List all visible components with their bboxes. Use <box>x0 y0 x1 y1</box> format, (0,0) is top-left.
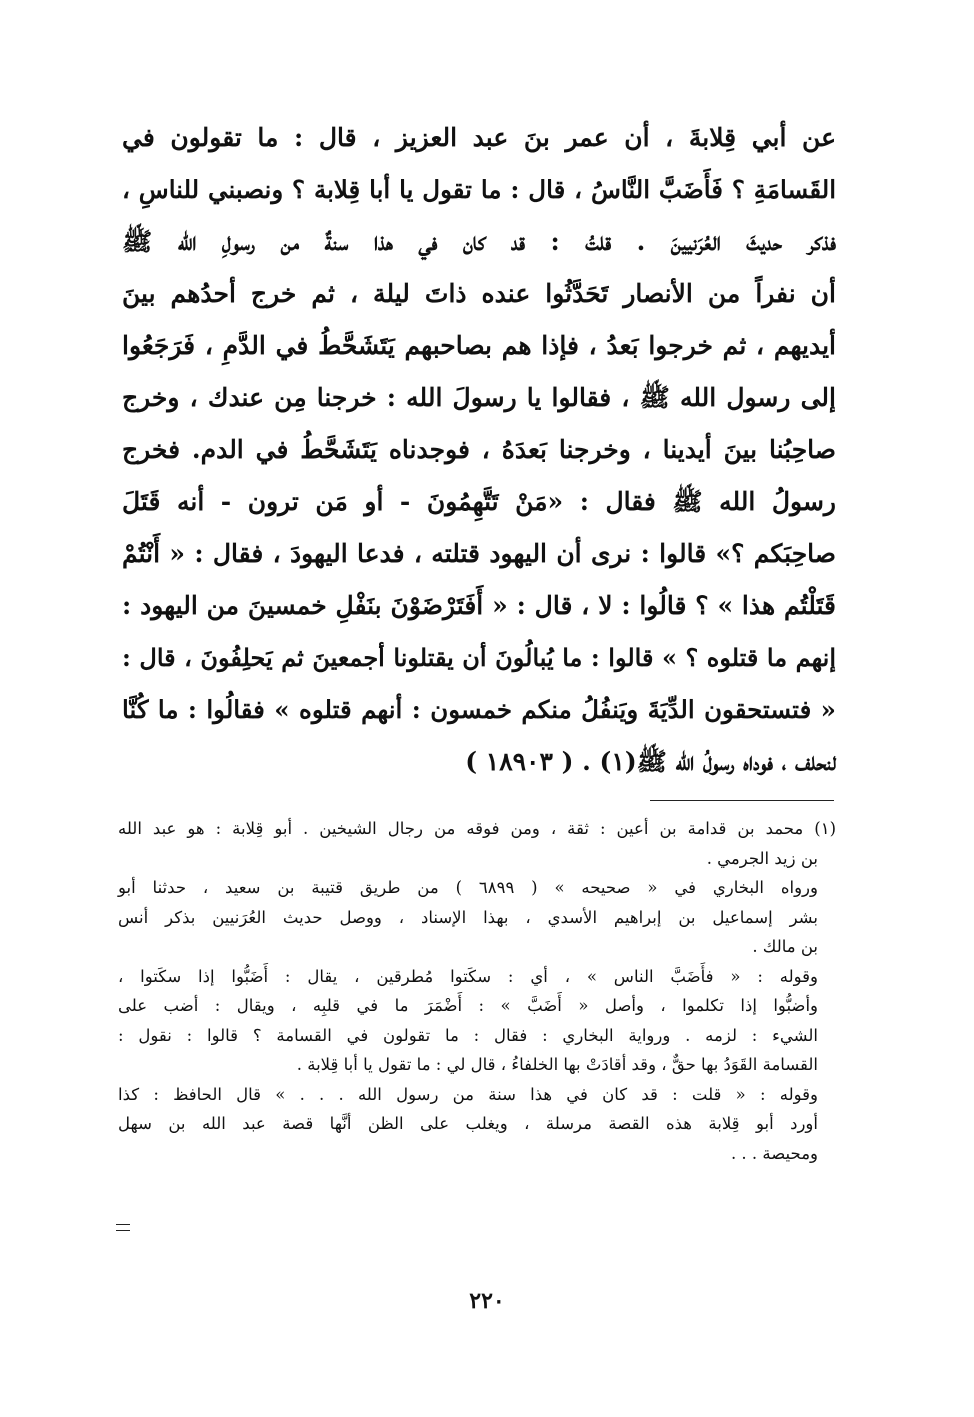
footnote-line: ومحيصة . . . <box>730 1143 818 1163</box>
main-text-line: إلى رسول الله ﷺ ، فقالوا يا رسولَ الله : خرجنا مِن عندك ، وخرج <box>122 383 836 412</box>
main-text-line: فذكر حديثَ العُرَنيينَ . قلتُ : قد كان في هذا سنةٌ من رسولِ الله ﷺ <box>122 227 837 256</box>
main-text-line: أيديهم ، ثم خرجوا بَعدُ ، فإذا هم بصاحبهم يَتَشَحَّطُ في الدَّمِ ، فَرَجَعُوا <box>122 331 836 360</box>
main-text-line: إنهم ما قتلوه ؟ » قالوا : ما يُبالُونَ أن يقتلونا أجمعينَ ثم يَحلِفُونَ ، قال : <box>122 643 836 672</box>
main-text-line: عن أبي قِلابةَ ، أن عمر بنَ عبد العزيز ، قال : ما تقولون في <box>122 123 836 152</box>
main-text-line: القَسامَةِ ؟ فَأَضَبَّ النَّاسُ ، قال : ما تقول يا أبا قِلابة ؟ ونصبني للناسِ ، <box>122 175 836 204</box>
footnote-line: (١) محمد بن قدامة بن أعين : ثقة ، ومن فوقه من رجال الشيخين . أبو قِلابة : هو عبد الله <box>118 819 836 838</box>
continuation-mark <box>116 1224 130 1231</box>
footnote-line: الشيء : لزمه . ورواية البخاري : فقال : ما تقولون في القسامة ؟ قالوا : نقول : <box>118 1025 818 1045</box>
main-text-line: أن نفراً من الأنصار تَحَدَّثُوا عنده ذاتَ ليلة ، ثم خرج أحدُهم بينَ <box>122 279 836 308</box>
main-text-line: « فتستحقون الدِّيَةَ ويَنفُلُ منكم خمسون : أنهم قتلوه » فقالُوا : ما كُنَّا <box>122 695 836 724</box>
footnote-line: أورد أبو قِلابة هذه القصة مرسلة ، ويغلب على الظن أنَّها قصة عبد الله بن سهل <box>118 1114 818 1133</box>
footnote-line: القسامة القَوَدُ بها حقٌّ ، وقد أقادَتْ بها الخلفاءُ ، قال لي : ما تقول يا أبا قِلابة . <box>296 1055 818 1074</box>
main-text-line: صاحِبُنا بينَ أيدينا ، وخرجنا بَعدَهُ ، فوجدناه يَتَشَحَّطُ في الدم. فخرج <box>122 435 836 464</box>
main-text-line: رسولُ الله ﷺ فقال : «مَنْ تَتَّهِمُونَ - أو مَن ترون - أنه قَتَلَ <box>122 487 836 516</box>
footnotes-block <box>118 814 836 1168</box>
footnote-line: وأضبُّوا إذا تكلموا ، وأصل « أَضَبَّ » : أَضْمَرَ ما في قلبِه ، ويقال : أضب على <box>118 996 818 1015</box>
footnote-line: وقوله : « قلت : قد كان في هذا سنة من رسول الله . . . » قال الحافظ : كذا <box>118 1084 818 1104</box>
page-number: ٢٢٠ <box>469 1288 505 1314</box>
footnote-line: بن زيد الجرمي . <box>706 848 818 868</box>
footnote-separator <box>650 800 834 801</box>
footnote-line: بشر إسماعيل بن إبراهيم الأسدي ، بهذا الإسناد ، ووصل حديث العُرَنيين بذكر أنس <box>118 907 818 927</box>
footnote-line: بن مالك . <box>752 937 818 956</box>
main-text-line: صاحِبَكم ؟» قالوا : نرى أن اليهود قتلته ، فدعا اليهودَ ، فقال : « أَنْتُمْ <box>122 539 836 568</box>
main-text-line: قَتَلْتُم هذا » ؟ قالُوا : لا ، قال : « أَفَتَرْضَوْنَ بنَفْلِ خمسينَ من اليهود : <box>122 591 836 620</box>
main-text-block <box>122 112 836 788</box>
footnote-line: وقوله : « فأَضَبَّ الناس » ، أي : سكَتوا مُطرقين ، يقال : أَضَبُّوا إذا سكَتوا ، <box>118 966 818 986</box>
main-text-line: لنحلف ، فوداه رسولُ الله ﷺ(١) . ( ١٨٩٠٣ ) <box>465 747 836 776</box>
footnote-line: ورواه البخاري في « صحيحه » ( ٦٨٩٩ ) من طريق قتيبة بن سعيد ، حدثنا أبو <box>118 878 818 897</box>
